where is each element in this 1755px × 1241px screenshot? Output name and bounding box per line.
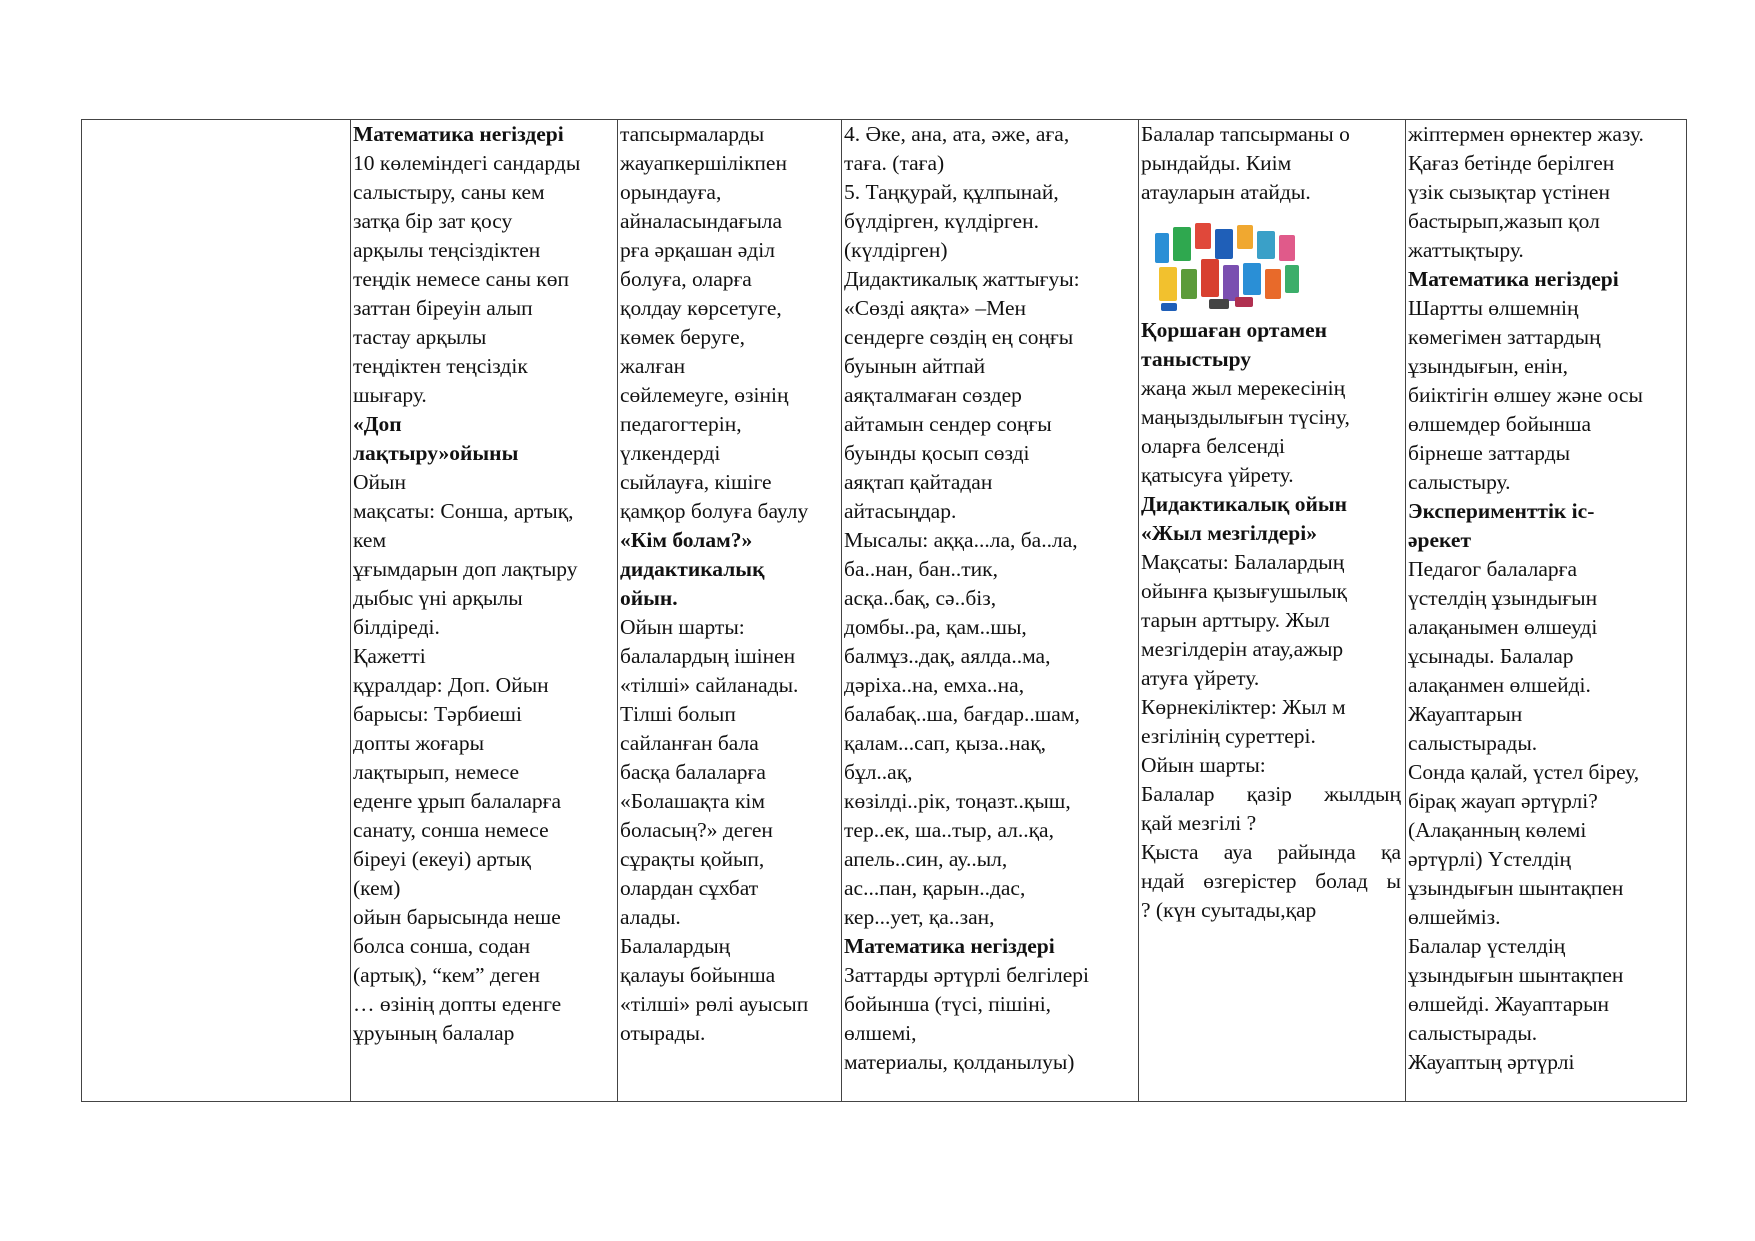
text-line: дәріха..на, емха..на, [844,673,1025,697]
text-line: кер...ует, қа..зан, [844,905,995,929]
text-line: «Доп [353,412,402,436]
text-line: жаңа жыл мерекесінің [1141,376,1346,400]
text-line: Заттарды әртүрлі белгілері [844,963,1089,987]
text-line: (күлдірген) [844,238,948,262]
text-line: жіптермен өрнектер жазу. [1408,122,1644,146]
text-line: сендерге сөздің ең соңғы [844,325,1074,349]
text-line: ұзындығын шынтақпен [1408,963,1624,987]
text-line: салыстыру. [1408,470,1511,494]
text-line: салыстырады. [1408,1021,1538,1045]
table-cell-environment [1138,120,1405,1101]
text-line: «Сөзді аяқта» –Мен [844,296,1027,320]
text-line: мезгілдерін атау,ажыр [1141,637,1344,661]
text-line: жауапкершілікпен [620,151,787,175]
text-line: Мысалы: аққа...ла, ба..ла, [844,528,1078,552]
text-line: аяқталмаған сөздер [844,383,1022,407]
text-line: допты жоғары [353,731,485,755]
text-line: 5. Таңқурай, құлпынай, [844,180,1059,204]
text-line: ұсынады. Балалар [1408,644,1574,668]
text-line: жалған [620,354,686,378]
text-line: арқылы теңсіздіктен [353,238,541,262]
text-line: жаттықтыру. [1408,238,1524,262]
text-line: алақанмен өлшейді. [1408,673,1591,697]
text-line: ұзындығын, енін, [1408,354,1569,378]
text-line: апель..син, ау..ыл, [844,847,1008,871]
text-line: қолдау көрсетуге, [620,296,782,320]
text-line: тастау арқылы [353,325,487,349]
text-line: қамқор болуға баулу [620,499,809,523]
text-line: 4. Әке, ана, ата, әже, аға, [844,122,1070,146]
text-line: сөйлемеуге, өзінің [620,383,789,407]
text-line: «тілші» рөлі ауысып [620,992,809,1016]
text-line: алады. [620,905,681,929]
text-line: болса сонша, содан [353,934,531,958]
text-line: лақтырып, немесе [353,760,520,784]
text-line: сұрақты қойып, [620,847,765,871]
text-line: үзік сызықтар үстінен [1408,180,1610,204]
table-cell-didactic-exercise [841,120,1138,1101]
text-line: (кем) [353,876,401,900]
text-line: көзілді..рік, тоңазт..қыш, [844,789,1071,813]
text-line: ұғымдарын доп лақтыру [353,557,578,581]
text-line: теңдік немесе саны көп [353,267,570,291]
text-line: заттан біреуін алып [353,296,533,320]
text-line: өлшемі, [844,1021,917,1045]
text-line: өлшейді. Жауаптарын [1408,992,1610,1016]
text-line: дыбыс үні арқылы [353,586,523,610]
text-line: ойын. [620,586,678,610]
text-line: материалы, қолданылуы) [844,1050,1075,1074]
text-line: Дидактикалық жаттығуы: [844,267,1080,291]
text-line: көмек беруге, [620,325,746,349]
text-line: айтамын сендер соңғы [844,412,1052,436]
text-line: домбы..ра, қам..шы, [844,615,1027,639]
text-line: Балалар үстелдің [1408,934,1566,958]
text-line: атуға үйрету. [1141,666,1260,690]
text-line: шығару. [353,383,427,407]
text-line: алақанымен өлшеуді [1408,615,1598,639]
text-line: еденге ұрып балаларға [353,789,562,813]
text-line: «Кім болам?» [620,528,753,552]
text-line: Балалар қазір жылдың [1141,782,1401,806]
text-line: аяқтап қайтадан [844,470,993,494]
text-line: «Жыл мезгілдері» [1141,521,1317,545]
text-line: ұруының балалар [353,1021,515,1045]
text-line: балалардың ішінен [620,644,796,668]
text-line: барысы: Тәрбиеші [353,702,522,726]
text-line: Тілші болып [620,702,736,726]
text-line: санату, сонша немесе [353,818,549,842]
text-line: өлшемдер бойынша [1408,412,1592,436]
text-line: бастырып,жазып қол [1408,209,1600,233]
text-line: атауларын атайды. [1141,180,1311,204]
text-line: лақтыру»ойыны [353,441,519,465]
text-line: бойынша (түсі, пішіні, [844,992,1052,1016]
text-line: Ойын шарты: [620,615,745,639]
text-line: «тілші» сайланады. [620,673,799,697]
text-line: бұл..ақ, [844,760,913,784]
text-line: Ойын шарты: [1141,753,1266,777]
text-line: оларға белсенді [1141,434,1285,458]
table-cell-behavior-game [617,120,841,1101]
text-line: Балалардың [620,934,731,958]
text-line: үлкендерді [620,441,721,465]
text-line: орындауға, [620,180,722,204]
text-line: педагогтерін, [620,412,742,436]
text-line: үстелдің ұзындығын [1408,586,1598,610]
text-line: Эксперименттік іс- [1408,499,1595,523]
text-line: Ойын [353,470,406,494]
text-line: … өзінің допты еденге [353,992,562,1016]
text-line: Сонда қалай, үстел біреу, [1408,760,1640,784]
text-line: Мақсаты: Балалардың [1141,550,1345,574]
text-line: буынын айтпай [844,354,986,378]
text-line: салыстырады. [1408,731,1538,755]
text-line: бүлдірген, күлдірген. [844,209,1039,233]
text-line: Педагог балаларға [1408,557,1578,581]
text-line: сыйлауға, кішіге [620,470,772,494]
text-line: кем [353,528,387,552]
text-line: ойын барысында неше [353,905,561,929]
text-line: тер..ек, ша..тыр, ал..қа, [844,818,1054,842]
text-line: айналасындағыла [620,209,783,233]
text-line: болуға, оларға [620,267,752,291]
text-line: олардан сұхбат [620,876,759,900]
table-cell-experiment [1405,120,1686,1101]
text-line: рға әрқашан әділ [620,238,775,262]
text-line: Көрнекіліктер: Жыл м [1141,695,1346,719]
text-line: Қоршаған ортамен [1141,318,1328,342]
text-line: әрекет [1408,528,1471,552]
text-line: қай мезгілі ? [1141,811,1257,835]
text-line: асқа..бақ, сә..біз, [844,586,997,610]
text-line: ? (күн суытады,қар [1141,898,1317,922]
text-line: Қыста ауа райында қа [1141,840,1401,864]
text-line: езгілінің суреттері. [1141,724,1316,748]
text-line: тарын арттыру. Жыл [1141,608,1330,632]
text-line: Қағаз бетінде берілген [1408,151,1615,175]
text-line: өлшейміз. [1408,905,1501,929]
text-line: 10 көлеміндегі сандарды [353,151,581,175]
text-line: Математика негіздері [844,934,1055,958]
text-line: рындайды. Киім [1141,151,1292,175]
text-line: сайланған бала [620,731,759,755]
text-line: Математика негіздері [353,122,564,146]
text-line: теңдіктен теңсіздік [353,354,528,378]
text-line: отырады. [620,1021,706,1045]
text-line: қалауы бойынша [620,963,776,987]
text-line: тағa. (тағa) [844,151,945,175]
text-line: (Алақанның көлемі [1408,818,1587,842]
text-line: қалам...сап, қыза..нақ, [844,731,1047,755]
text-line: боласың?» деген [620,818,773,842]
text-line: «Болашақта кім [620,789,765,813]
text-line: ұзындығын шынтақпен [1408,876,1624,900]
text-line: Қажетті [353,644,426,668]
text-line: бірнеше заттарды [1408,441,1571,465]
text-line: Балалар тапсырманы о [1141,122,1350,146]
text-line: Математика негіздері [1408,267,1619,291]
text-line: Дидактикалық ойын [1141,492,1348,516]
text-line: (артық), “кем” деген [353,963,540,987]
text-line: қатысуға үйрету. [1141,463,1294,487]
text-line: затқа бір зат қосу [353,209,513,233]
text-line: айтасыңдар. [844,499,957,523]
text-line: бірақ жауап әртүрлі? [1408,789,1598,813]
text-line: Шартты өлшемнің [1408,296,1579,320]
text-line: білдіреді. [353,615,440,639]
text-line: балмұз..дақ, аялда..ма, [844,644,1051,668]
text-line: Жауаптарын [1408,702,1523,726]
text-line: көмегімен заттардың [1408,325,1601,349]
table-cell-empty [82,120,350,1101]
text-line: буынды қосып сөзді [844,441,1030,465]
text-line: Жауаптың әртүрлі [1408,1050,1575,1074]
text-line: басқа балаларға [620,760,766,784]
clothes-illustration [1151,219,1303,312]
text-line: мақсаты: Сонша, артық, [353,499,574,523]
text-line: балабақ..ша, бағдар..шам, [844,702,1080,726]
text-line: маңыздылығын түсіну, [1141,405,1350,429]
text-line: ндай өзгерістер болад ы [1141,869,1401,893]
text-line: дидактикалық [620,557,765,581]
text-line: таныстыру [1141,347,1252,371]
table-cell-math-basics [350,120,617,1101]
text-line: ас...пан, қарын..дас, [844,876,1026,900]
lesson-plan-table [81,119,1687,1102]
text-line: биіктігін өлшеу және осы [1408,383,1643,407]
text-line: біреуі (екеуі) артық [353,847,531,871]
text-line: әртүрлі) Үстелдің [1408,847,1572,871]
text-line: құралдар: Доп. Ойын [353,673,549,697]
text-line: ба..нан, бан..тик, [844,557,998,581]
text-line: тапсырмаларды [620,122,765,146]
text-line: ойынға қызығушылық [1141,579,1347,603]
text-line: салыстыру, саны кем [353,180,545,204]
